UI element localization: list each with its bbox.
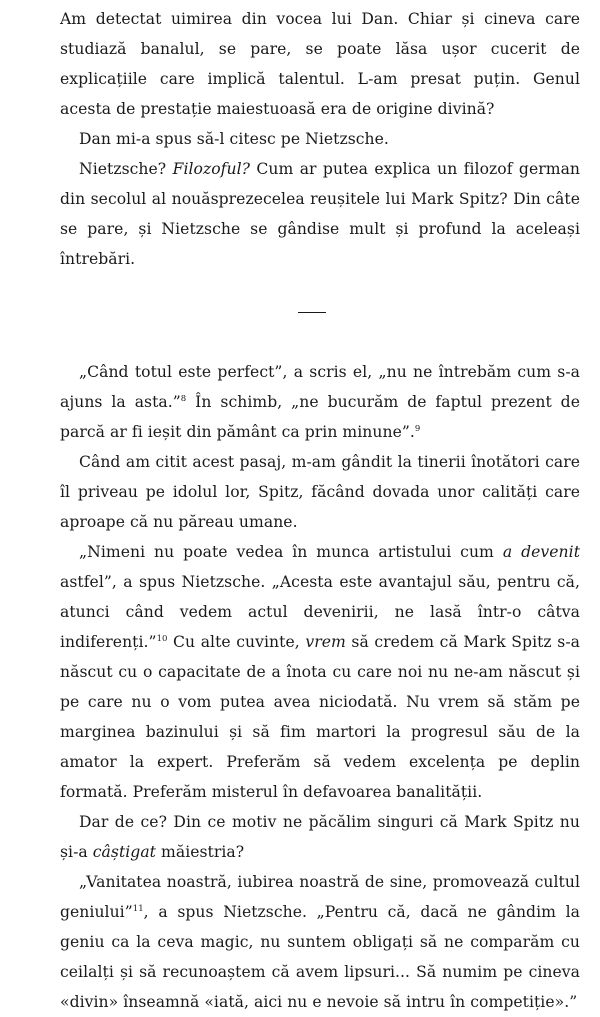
p6-emphasis-1: a devenit xyxy=(502,543,581,561)
paragraph-7 xyxy=(60,807,580,867)
p7-text-b: măiestria? xyxy=(156,843,245,861)
paragraph-4 xyxy=(60,357,580,447)
p3-text-b: Cum ar putea explica un filozof german din secolul al nouăsprezecelea reușitele lui Mark Spitz? Din câte se pare, și Nietzsche se gândise mult și profund la aceleași întrebări. xyxy=(60,160,581,268)
footnote-ref-8: 8 xyxy=(180,393,187,404)
paragraph-2: Dan mi-a spus să-l citesc pe Nietzsche. xyxy=(79,130,389,148)
section-separator xyxy=(298,312,326,313)
p8-text-b: , a spus Nietzsche. „Pentru că, dacă ne gândim la geniu ca la ceva magic, nu suntem obligați să ne comparăm cu ceilalți și să recunoaștem că avem lipsuri... Să numim pe cineva «divin» înseamnă «iată, aici nu e nevoie să intru în competiție».” xyxy=(60,903,580,1011)
paragraph-6 xyxy=(60,537,580,807)
p3-text-a: Nietzsche? xyxy=(79,160,173,178)
p6-text-a: „Nimeni nu poate vedea în munca artistului cum xyxy=(79,543,503,561)
p4-text-a: „Când totul este perfect”, a scris el, „nu ne întrebăm cum s-a ajuns la asta.” xyxy=(60,363,580,411)
p6-text-b: astfel”, a spus Nietzsche. „Acesta este avantajul său, pentru că, atunci când vedem actul devenirii, ne lasă într-o câtva indiferenți.” xyxy=(60,573,580,651)
p3-emphasis: Filozoful? xyxy=(172,160,251,178)
paragraph-8 xyxy=(60,867,580,1017)
p6-text-d: să credem că Mark Spitz s-a născut cu o capacitate de a înota cu care noi nu ne-am născut și pe care nu o vom putea avea niciodată. Nu vrem să stăm pe marginea bazinului și să fim martori la progresul său de la amator la expert. Preferăm să vedem excelența pe deplin formată. Preferăm misterul în defavoarea banalității. xyxy=(60,633,580,801)
p4-text-b: În schimb, „ne bucurăm de faptul prezent de parcă ar fi ieșit din pământ ca prin minune”. xyxy=(60,393,580,441)
book-page xyxy=(60,4,580,1017)
paragraph-1: Am detectat uimirea din vocea lui Dan. Chiar și cineva care studiază banalul, se pare, se poate lăsa ușor cucerit de explicațiile care implică talentul. L-am presat puțin. Genul acesta de prestație maiestuoasă era de origine divină? xyxy=(60,10,580,118)
paragraph-5: Când am citit acest pasaj, m-am gândit la tinerii înotători care îl priveau pe idolul lor, Spitz, făcând dovada unor calități care aproape că nu păreau umane. xyxy=(60,453,580,531)
p7-emphasis: câștigat xyxy=(92,843,156,861)
footnote-ref-9: 9 xyxy=(414,423,421,434)
footnote-ref-11: 11 xyxy=(132,903,144,914)
p7-text-a: Dar de ce? Din ce motiv ne păcălim singuri că Mark Spitz nu și-a xyxy=(60,813,580,861)
p6-emphasis-2: vrem xyxy=(305,633,346,651)
p8-text-a: „Vanitatea noastră, iubirea noastră de sine, promovează cultul geniului” xyxy=(60,873,580,921)
p6-text-c: Cu alte cuvinte, xyxy=(167,633,306,651)
paragraph-3 xyxy=(60,154,580,274)
footnote-ref-10: 10 xyxy=(156,633,168,644)
